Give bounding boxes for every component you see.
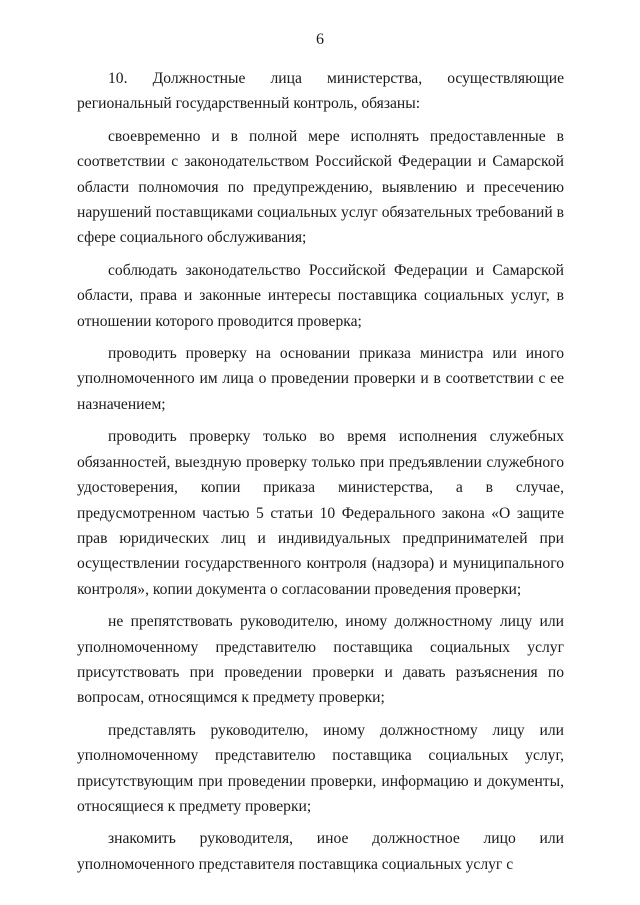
paragraph-duty-inspection-time: проводить проверку только во время исполнения служебных обязанностей, выездную проверку только при предъявлении служебного удостоверения, копии приказа министерства, а в случае, предусмотренном частью 5 статьи 10 Федерального закона «О защите прав юридических лиц и индивидуальных предпринимателей при осуществлении государственного контроля (надзора) и муниципального контроля», копии документа о согласовании проведения проверки; (77, 428, 564, 598)
document-body (77, 66, 564, 877)
paragraph-duty-familiarize: знакомить руководителя, иное должностное лицо или уполномоченного представителя поставщика социальных услуг с (77, 830, 564, 873)
paragraph-duty-provide-info: представлять руководителю, иному должностному лицу или уполномоченному представителю поставщика социальных услуг, присутствующим при проведении проверки, информацию и документы, относящиеся к предмету проверки; (77, 721, 564, 815)
paragraph-duty-not-obstruct: не препятствовать руководителю, иному должностному лицу или уполномоченному представителю поставщика социальных услуг присутствовать при проведении проверки и давать разъяснения по вопросам, относящимся к предмету проверки; (77, 613, 564, 707)
paragraph-duty-inspection-basis: проводить проверку на основании приказа министра или иного уполномоченного им лица о проведении проверки и в соответствии с ее назначением; (77, 345, 564, 413)
page-number: 6 (316, 31, 324, 48)
paragraph-intro: 10. Должностные лица министерства, осуществляющие региональный государственный контроль, обязаны: (77, 70, 564, 113)
paragraph-duty-exercise-powers: своевременно и в полной мере исполнять предоставленные в соответствии с законодательством Российской Федерации и Самарской области полномочия по предупреждению, выявлению и пресечению нарушений поставщиками социальных услуг обязательных требований в сфере социального обслуживания; (77, 127, 564, 247)
paragraph-duty-observe-law: соблюдать законодательство Российской Федерации и Самарской области, права и законные интересы поставщика социальных услуг, в отношении которого проводится проверка; (77, 261, 564, 330)
